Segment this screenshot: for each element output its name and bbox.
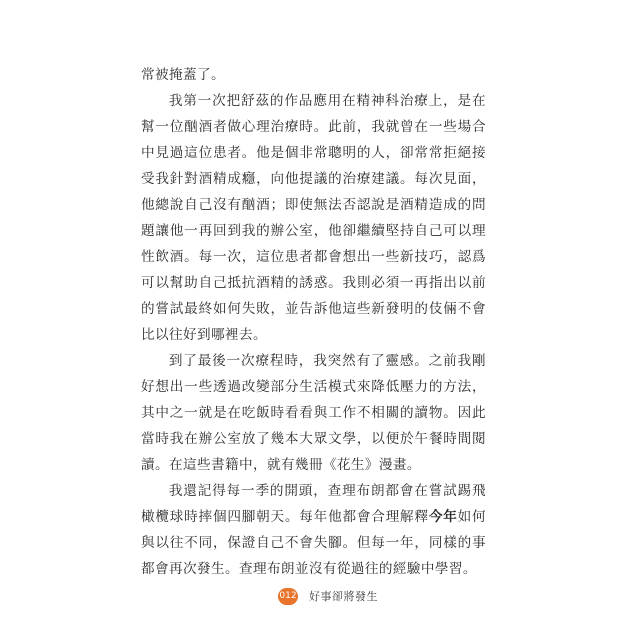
- paragraph-4: [141, 478, 486, 582]
- running-title: 好事卻將發生: [309, 590, 378, 603]
- body-text: [141, 62, 486, 582]
- page-number-badge: 012: [278, 588, 298, 605]
- paragraph-4-text-b: 如何與以往不同，保證自己不會失腳。但每一年，同樣的事都會再次發生。查理布朗並沒有從過往的經驗中學習。: [141, 509, 486, 577]
- paragraph-4-text-a: 我還記得每一季的開頭，查理布朗都會在嘗試踢飛橄欖球時摔個四腳朝天。每年他都會合理解釋: [141, 483, 486, 525]
- page-footer: [0, 588, 640, 606]
- paragraph-1-text: 常被掩蓋了。: [141, 67, 225, 83]
- paragraph-3-text: 到了最後一次療程時，我突然有了靈感。之前我剛好想出一些透過改變部分生活模式來降低壓力的方法，其中之一就是在吃飯時看看與工作不相關的讀物。因此當時我在辦公室放了幾本大眾文學，以便於午餐時間閱讀。在這些書籍中，就有幾冊《花生》漫畫。: [141, 353, 486, 473]
- paragraph-2-text: 我第一次把舒茲的作品應用在精神科治療上，是在幫一位酗酒者做心理治療時。此前，我就曾在一些場合中見過這位患者。他是個非常聰明的人，卻常常拒絕接受我針對酒精成癮，向他提議的治療建議。每次見面，他總說自己沒有酗酒；即使無法否認說是酒精造成的問題讓他一再回到我的辦公室，他卻繼續堅持自己可以理性飲酒。每一次，這位患者都會想出一些新技巧，認爲可以幫助自己抵抗酒精的誘惑。我則必須一再指出以前的嘗試最終如何失敗，並告訴他這些新發明的伎倆不會比以往好到哪裡去。: [141, 93, 486, 343]
- paragraph-2: [141, 88, 486, 348]
- emphasis-this-year: 今年: [428, 509, 458, 525]
- paragraph-1: [141, 62, 486, 88]
- paragraph-3: [141, 348, 486, 478]
